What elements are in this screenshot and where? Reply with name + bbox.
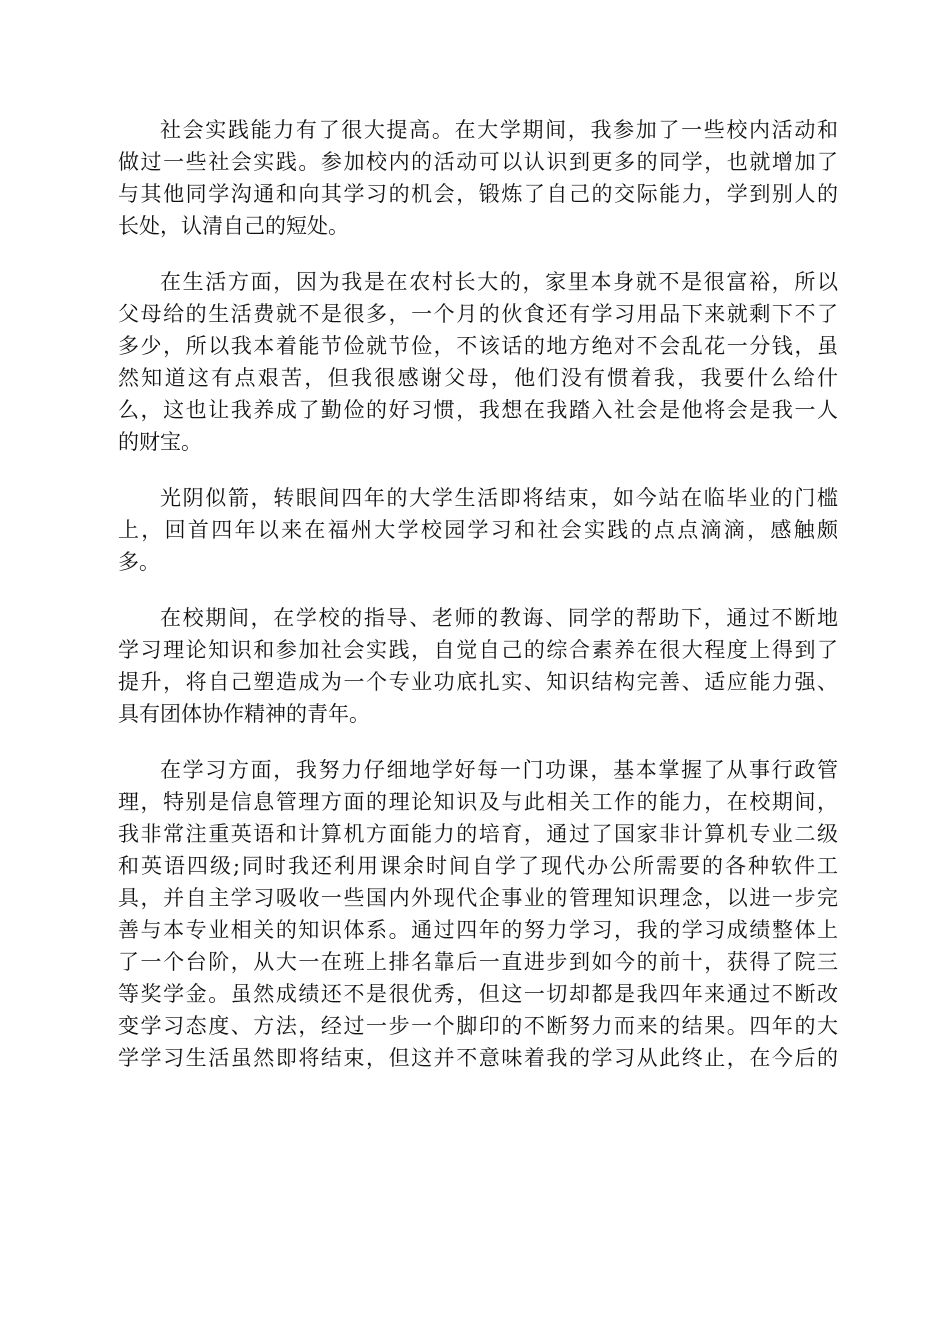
text-line: 做过一些社会实践。参加校内的活动可以认识到更多的同学，也就增加了	[118, 150, 838, 174]
text-line: 和英语四级;同时我还利用课余时间自学了现代办公所需要的各种软件工	[118, 854, 838, 878]
text-line: 我非常注重英语和计算机方面能力的培育，通过了国家非计算机专业二级	[118, 822, 838, 846]
document-body	[118, 114, 838, 1098]
text-line: 变学习态度、方法，经过一步一个脚印的不断努力而来的结果。四年的大	[118, 1014, 838, 1038]
text-line: 具，并自主学习吸收一些国内外现代企事业的管理知识理念，以进一步完	[118, 886, 838, 910]
text-line: 在校期间，在学校的指导、老师的教诲、同学的帮助下，通过不断地	[160, 606, 838, 630]
paragraph-social-practice	[118, 114, 838, 242]
paragraph-study	[118, 754, 838, 1074]
text-line: 然知道这有点艰苦，但我很感谢父母，他们没有惯着我，我要什么给什	[118, 366, 838, 390]
text-line: 学学习生活虽然即将结束，但这并不意味着我的学习从此终止，在今后的	[118, 1046, 838, 1070]
text-line: 多少，所以我本着能节俭就节俭，不该话的地方绝对不会乱花一分钱，虽	[118, 334, 838, 358]
text-line: 社会实践能力有了很大提高。在大学期间，我参加了一些校内活动和	[160, 118, 838, 142]
text-line: 的财宝。	[118, 430, 202, 454]
text-line: 善与本专业相关的知识体系。通过四年的努力学习，我的学习成绩整体上	[118, 918, 838, 942]
text-line: 长处，认清自己的短处。	[118, 214, 349, 238]
paragraph-at-school	[118, 602, 838, 730]
text-line: 在学习方面，我努力仔细地学好每一门功课，基本掌握了从事行政管	[160, 758, 838, 782]
text-line: 父母给的生活费就不是很多，一个月的伙食还有学习用品下来就剩下不了	[118, 302, 838, 326]
text-line: 学习理论知识和参加社会实践，自觉自己的综合素养在很大程度上得到了	[118, 638, 838, 662]
text-line: 提升，将自己塑造成为一个专业功底扎实、知识结构完善、适应能力强、	[118, 670, 838, 694]
text-line: 在生活方面，因为我是在农村长大的，家里本身就不是很富裕，所以	[160, 270, 838, 294]
text-line: 么，这也让我养成了勤俭的好习惯，我想在我踏入社会是他将会是我一人	[118, 398, 838, 422]
text-line: 光阴似箭，转眼间四年的大学生活即将结束，如今站在临毕业的门槛	[160, 486, 838, 510]
paragraph-life	[118, 266, 838, 458]
text-line: 具有团体协作精神的青年。	[118, 702, 370, 726]
paragraph-time-flies	[118, 482, 838, 578]
text-line: 理，特别是信息管理方面的理论知识及与此相关工作的能力，在校期间，	[118, 790, 838, 814]
text-line: 多。	[118, 550, 160, 574]
text-line: 上，回首四年以来在福州大学校园学习和社会实践的点点滴滴，感触颇	[118, 518, 838, 542]
text-line: 等奖学金。虽然成绩还不是很优秀，但这一切却都是我四年来通过不断改	[118, 982, 838, 1006]
text-line: 与其他同学沟通和向其学习的机会，锻炼了自己的交际能力，学到别人的	[118, 182, 838, 206]
text-line: 了一个台阶，从大一在班上排名靠后一直进步到如今的前十，获得了院三	[118, 950, 838, 974]
